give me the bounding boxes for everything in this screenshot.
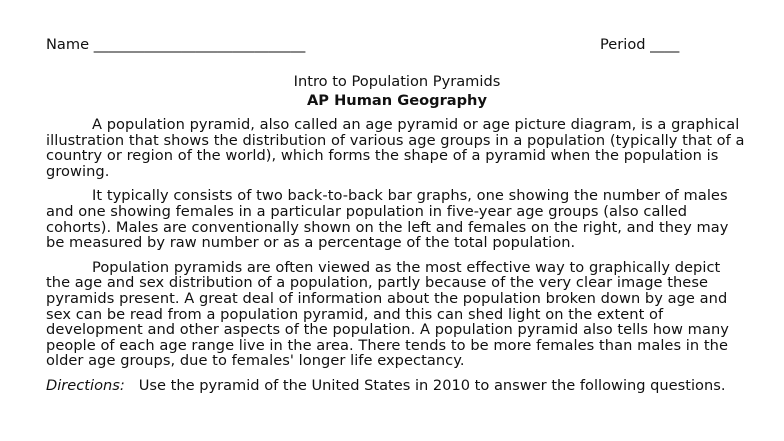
worksheet-header: [46, 36, 746, 58]
paragraph-definition: A population pyramid, also called an age pyramid or age picture diagram, is a graphical illustration that shows the distribution of various age groups in a population (typically that of a country or region of the world), which forms the shape of a pyramid when the population is growing.: [46, 116, 745, 180]
directions-text: Use the pyramid of the United States in 2010 to answer the following questions.: [138, 376, 726, 394]
period-field: Period ____: [600, 36, 680, 53]
paragraph-usefulness: Population pyramids are often viewed as the most effective way to graphically depict the age and sex distribution of a population, partly because of the very clear image these pyramids present. A great deal of information about the population broken down by age and sex can be read from a population pyramid, and this can shed light on the extent of development and other aspects of the population. A population pyramid also tells how many people of each age range live in the area. There tends to be more females than males in the older age groups, due to females' longer life expectancy.: [46, 258, 729, 370]
document-title: Intro to Population Pyramids: [293, 73, 501, 90]
name-field: Name _____________________________: [46, 36, 306, 53]
document-body: [46, 117, 746, 394]
paragraph-structure: It typically consists of two back-to-back bar graphs, one showing the number of males and one showing females in a particular population in five-year age groups (also called cohorts). Males are conventionally shown on the left and females on the right, and they may be measured by raw number or as a percentage of the total population.: [46, 187, 729, 252]
directions-label: Directions:: [46, 376, 125, 394]
document-subtitle: AP Human Geography: [307, 92, 487, 109]
directions: [46, 378, 746, 394]
document-titles: [0, 72, 784, 110]
